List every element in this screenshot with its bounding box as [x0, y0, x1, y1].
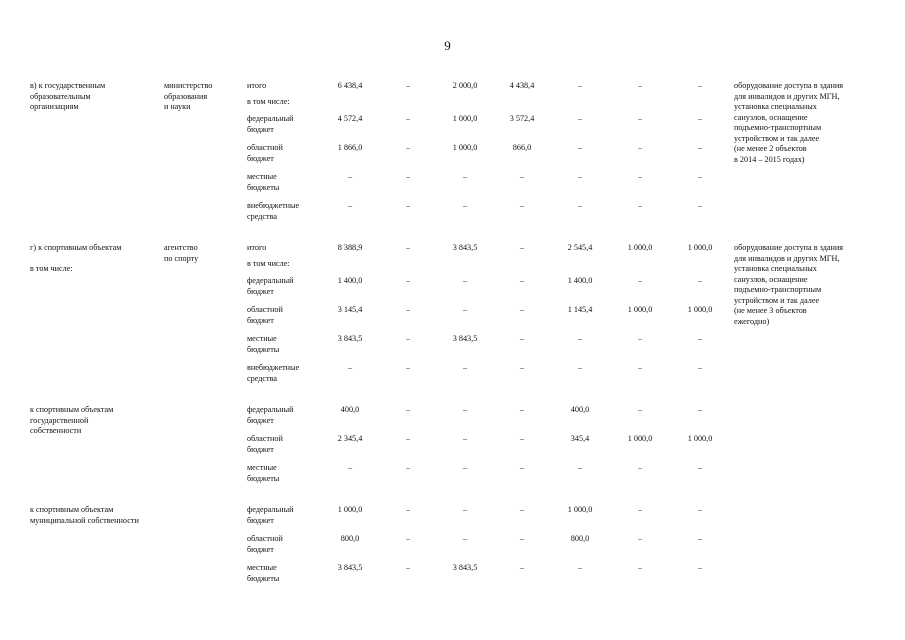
amount-cell: –	[697, 172, 703, 181]
amount-cell: –	[405, 463, 411, 472]
amount-cell: 1 400,0	[567, 276, 593, 285]
amount-cell: –	[697, 505, 703, 514]
amount-cell: –	[519, 463, 525, 472]
amount-cell: 345,4	[570, 434, 590, 443]
amount-cell: –	[577, 114, 583, 123]
amount-cell: 1 400,0	[337, 276, 363, 285]
amount-cell: –	[637, 563, 643, 572]
amount-cell: –	[347, 363, 353, 372]
amount-cell: 8 388,9	[337, 243, 363, 252]
amount-cell: –	[462, 305, 468, 314]
funding-source: в том числе:	[247, 259, 290, 268]
section-title: к спортивным объектам муниципальной собственности	[30, 505, 139, 525]
expected-result: оборудование доступа в здания для инвалидов и других МГН, установка специальных санузлов, оснащение подъемно-транспортным устройством и так далее (не менее 2 объектов в 2014 – 2015 годах)	[734, 81, 844, 164]
amount-cell: –	[577, 363, 583, 372]
amount-cell: –	[637, 463, 643, 472]
amount-cell: 1 000,0	[627, 434, 653, 443]
amount-cell: –	[462, 276, 468, 285]
responsible-executor: министерство образования и науки	[164, 81, 213, 111]
amount-cell: 800,0	[340, 534, 360, 543]
amount-cell: –	[462, 534, 468, 543]
amount-cell: –	[697, 81, 703, 90]
amount-cell: –	[519, 334, 525, 343]
amount-cell: –	[637, 363, 643, 372]
amount-cell: 3 572,4	[509, 114, 535, 123]
amount-cell: –	[405, 505, 411, 514]
amount-cell: –	[637, 201, 643, 210]
amount-cell: –	[697, 363, 703, 372]
amount-cell: –	[519, 405, 525, 414]
funding-source: внебюджетные средства	[247, 363, 300, 383]
amount-cell: –	[697, 334, 703, 343]
amount-cell: 1 000,0	[452, 114, 478, 123]
amount-cell: 3 843,5	[452, 334, 478, 343]
amount-cell: –	[577, 172, 583, 181]
section-title: г) к спортивным объектам в том числе:	[30, 243, 122, 273]
amount-cell: 1 000,0	[687, 243, 713, 252]
amount-cell: 1 000,0	[567, 505, 593, 514]
page-number: 9	[444, 38, 451, 53]
amount-cell: –	[405, 114, 411, 123]
amount-cell: –	[637, 405, 643, 414]
expected-result: оборудование доступа в здания для инвалидов и других МГН, установка специальных санузлов, оснащение подъемно-транспортным устройством и так далее (не менее 3 объектов ежегодно)	[734, 243, 844, 326]
amount-cell: 400,0	[570, 405, 590, 414]
amount-cell: –	[519, 243, 525, 252]
amount-cell: 6 438,4	[337, 81, 363, 90]
amount-cell: –	[347, 463, 353, 472]
amount-cell: –	[347, 201, 353, 210]
amount-cell: –	[405, 305, 411, 314]
amount-cell: –	[577, 81, 583, 90]
amount-cell: –	[697, 405, 703, 414]
amount-cell: 800,0	[570, 534, 590, 543]
amount-cell: –	[637, 114, 643, 123]
funding-source: итого	[247, 243, 267, 252]
amount-cell: 1 000,0	[687, 434, 713, 443]
amount-cell: 3 145,4	[337, 305, 363, 314]
funding-source: федеральный бюджет	[247, 505, 294, 525]
funding-source: областной бюджет	[247, 305, 283, 325]
funding-source: федеральный бюджет	[247, 114, 294, 134]
amount-cell: 3 843,5	[452, 563, 478, 572]
responsible-executor: агентство по спорту	[164, 243, 199, 263]
amount-cell: –	[637, 143, 643, 152]
amount-cell: –	[405, 81, 411, 90]
amount-cell: –	[405, 143, 411, 152]
amount-cell: –	[697, 463, 703, 472]
amount-cell: 3 843,5	[337, 334, 363, 343]
amount-cell: –	[462, 405, 468, 414]
amount-cell: –	[637, 334, 643, 343]
amount-cell: 400,0	[340, 405, 360, 414]
amount-cell: 1 000,0	[452, 143, 478, 152]
amount-cell: –	[697, 534, 703, 543]
amount-cell: 1 000,0	[627, 305, 653, 314]
amount-cell: –	[405, 276, 411, 285]
funding-source: областной бюджет	[247, 434, 283, 454]
amount-cell: –	[519, 505, 525, 514]
amount-cell: –	[462, 363, 468, 372]
funding-source: итого	[247, 81, 267, 90]
section-title: к спортивным объектам государственной собственности	[30, 405, 114, 435]
amount-cell: –	[637, 81, 643, 90]
amount-cell: –	[577, 463, 583, 472]
amount-cell: 2 000,0	[452, 81, 478, 90]
amount-cell: –	[405, 563, 411, 572]
funding-source: федеральный бюджет	[247, 405, 294, 425]
amount-cell: –	[637, 534, 643, 543]
amount-cell: 2 345,4	[337, 434, 363, 443]
amount-cell: –	[697, 201, 703, 210]
funding-source: областной бюджет	[247, 143, 283, 163]
amount-cell: –	[577, 563, 583, 572]
amount-cell: –	[519, 363, 525, 372]
funding-source: местные бюджеты	[247, 334, 280, 354]
amount-cell: –	[697, 276, 703, 285]
funding-source: местные бюджеты	[247, 172, 280, 192]
amount-cell: –	[462, 172, 468, 181]
amount-cell: –	[405, 243, 411, 252]
amount-cell: –	[462, 201, 468, 210]
amount-cell: –	[462, 463, 468, 472]
amount-cell: –	[637, 505, 643, 514]
funding-source: в том числе:	[247, 97, 290, 106]
amount-cell: 1 866,0	[337, 143, 363, 152]
amount-cell: 2 545,4	[567, 243, 593, 252]
amount-cell: 866,0	[512, 143, 532, 152]
amount-cell: –	[637, 276, 643, 285]
amount-cell: 1 000,0	[627, 243, 653, 252]
amount-cell: 3 843,5	[452, 243, 478, 252]
amount-cell: –	[519, 201, 525, 210]
amount-cell: 3 843,5	[337, 563, 363, 572]
amount-cell: –	[405, 334, 411, 343]
amount-cell: –	[405, 405, 411, 414]
funding-source: местные бюджеты	[247, 563, 280, 583]
amount-cell: –	[519, 434, 525, 443]
funding-source: областной бюджет	[247, 534, 283, 554]
funding-source: федеральный бюджет	[247, 276, 294, 296]
amount-cell: 1 000,0	[337, 505, 363, 514]
amount-cell: –	[462, 434, 468, 443]
amount-cell: –	[519, 305, 525, 314]
amount-cell: –	[519, 276, 525, 285]
amount-cell: –	[697, 143, 703, 152]
amount-cell: 4 572,4	[337, 114, 363, 123]
amount-cell: –	[519, 563, 525, 572]
amount-cell: –	[405, 363, 411, 372]
amount-cell: –	[697, 114, 703, 123]
amount-cell: 1 145,4	[567, 305, 593, 314]
amount-cell: –	[519, 172, 525, 181]
amount-cell: –	[697, 563, 703, 572]
amount-cell: 1 000,0	[687, 305, 713, 314]
amount-cell: –	[405, 534, 411, 543]
amount-cell: –	[347, 172, 353, 181]
amount-cell: –	[519, 534, 525, 543]
funding-source: местные бюджеты	[247, 463, 280, 483]
amount-cell: –	[405, 434, 411, 443]
section-title: в) к государственным образовательным организациям	[30, 81, 106, 111]
amount-cell: –	[462, 505, 468, 514]
amount-cell: –	[577, 143, 583, 152]
amount-cell: –	[405, 172, 411, 181]
amount-cell: –	[577, 334, 583, 343]
amount-cell: –	[405, 201, 411, 210]
amount-cell: –	[637, 172, 643, 181]
amount-cell: –	[577, 201, 583, 210]
amount-cell: 4 438,4	[509, 81, 535, 90]
funding-source: внебюджетные средства	[247, 201, 300, 221]
